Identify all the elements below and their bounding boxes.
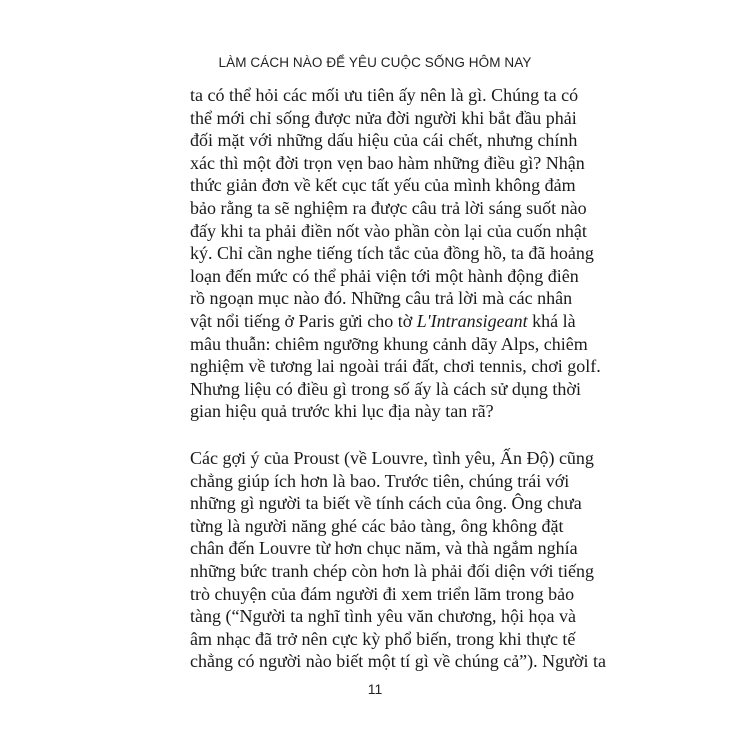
text-line: loạn đến mức có thể phải viện tới một hành động điên xyxy=(190,265,579,286)
italic-title: L'Intransigeant xyxy=(416,310,528,331)
text-segment: vật nổi tiếng ở Paris gửi cho tờ xyxy=(190,310,417,331)
text-line: thể mới chỉ sống được nửa đời người khi bắt đầu phải xyxy=(190,107,577,128)
page-number: 11 xyxy=(367,681,383,697)
text-line xyxy=(190,310,576,333)
text-line: nghiệm về tương lai ngoài trái đất, chơi tennis, chơi golf. xyxy=(190,356,601,377)
text-line: trò chuyện của đám người đi xem triển lãm trong bảo xyxy=(190,583,575,604)
text-line: gian hiệu quả trước khi lục địa này tan rã? xyxy=(190,401,494,422)
text-line: rồ ngoạn mục nào đó. Những câu trả lời mà các nhân xyxy=(190,288,573,309)
text-line: từng là người năng ghé các bảo tàng, ông không đặt xyxy=(190,515,564,536)
text-line: những bức tranh chép còn hơn là phải đối diện với tiếng xyxy=(190,560,594,581)
text-line: Các gợi ý của Proust (về Louvre, tình yêu, Ấn Độ) cũng xyxy=(190,448,594,468)
text-line: bảo rằng ta sẽ nghiệm ra được câu trả lời sáng suốt nào xyxy=(190,197,587,218)
paragraph-2 xyxy=(190,447,606,673)
text-line: xác thì một đời trọn vẹn bao hàm những điều gì? Nhận xyxy=(190,152,585,173)
text-line: đối mặt với những dấu hiệu của cái chết, nhưng chính xyxy=(190,130,578,151)
text-line: chẳng có người nào biết một tí gì về chúng cả”). Người ta xyxy=(190,651,606,672)
text-line: ký. Chỉ cần nghe tiếng tích tắc của đồng hồ, ta đã hoảng xyxy=(190,243,594,264)
text-line: âm nhạc đã trở nên cực kỳ phổ biến, trong khi thực tế xyxy=(190,628,576,649)
text-line: đấy khi ta phải điền nốt vào phần còn lại của cuốn nhật xyxy=(190,220,587,241)
text-line: chẳng giúp ích hơn là bao. Trước tiên, chúng trái với xyxy=(190,470,570,491)
text-line: mâu thuẫn: chiêm ngưỡng khung cảnh dãy Alps, chiêm xyxy=(190,333,588,354)
text-segment: khá là xyxy=(527,310,576,331)
paragraph-1 xyxy=(190,84,601,423)
text-line: chân đến Louvre từ hơn chục năm, và thà ngắm nghía xyxy=(190,538,578,559)
running-header: LÀM CÁCH NÀO ĐỂ YÊU CUỘC SỐNG HÔM NAY xyxy=(218,55,532,70)
text-line: ta có thể hỏi các mối ưu tiên ấy nên là gì. Chúng ta có xyxy=(190,85,579,105)
text-line: thức giản đơn về kết cục tất yếu của mình không đảm xyxy=(190,175,576,196)
text-line: tàng (“Người ta nghĩ tình yêu văn chương, hội họa và xyxy=(190,606,576,627)
text-line: Nhưng liệu có điều gì trong số ấy là cách sử dụng thời xyxy=(190,378,581,399)
text-line: những gì người ta biết về tính cách của ông. Ông chưa xyxy=(190,493,582,514)
